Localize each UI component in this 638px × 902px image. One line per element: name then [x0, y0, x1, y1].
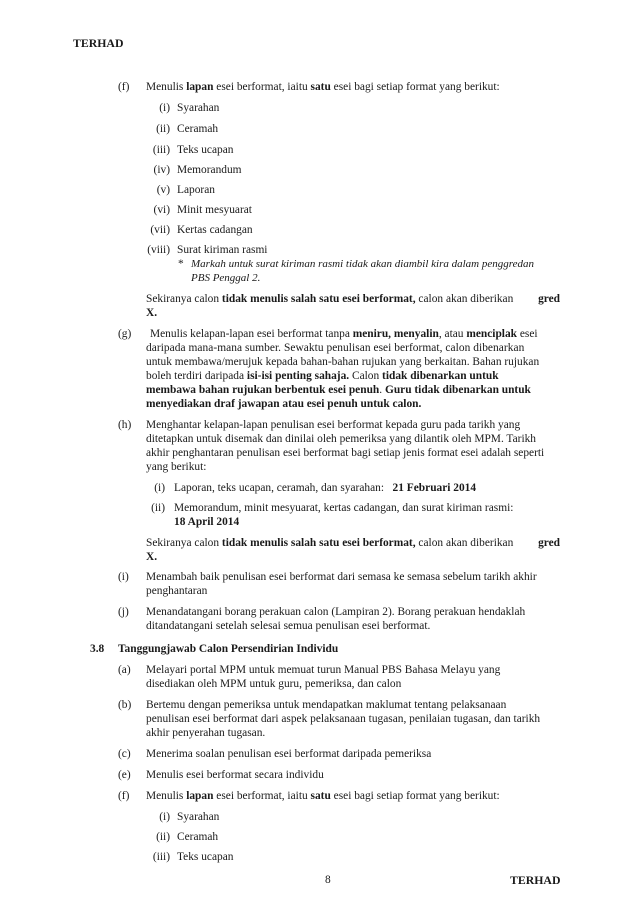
note-line-1: Markah untuk surat kiriman rasmi tidak akan diambil kira dalam penggredan: [191, 258, 535, 270]
list-num: (i): [159, 102, 170, 114]
s38-f-text: Menulis lapan esei berformat, iaitu satu esei bagi setiap format yang berikut:: [146, 790, 500, 802]
s38-b-line-1: Bertemu dengan pemeriksa untuk mendapatkan maklumat tentang pelaksanaan: [146, 699, 507, 711]
i-line-1: Menambah baik penulisan esei berformat dari semasa ke semasa sebelum tarikh akhir: [146, 571, 537, 583]
warning-h-grade: X.: [146, 551, 158, 563]
h-line-1: Menghantar kelapan-lapan penulisan esei berformat kepada guru pada tarikh yang: [146, 419, 521, 431]
g-line-3: untuk membawa/merujuk kepada bahan-bahan rujukan yang berkaitan. Bahan rujukan: [146, 356, 540, 368]
g-line-1: Menulis kelapan-lapan esei berformat tanpa meniru, menyalin, atau menciplak esei: [150, 328, 538, 340]
s38-label-b: (b): [118, 699, 132, 711]
s38-a-line-2: disediakan oleh MPM untuk guru, pemeriksa, dan calon: [146, 678, 402, 690]
s38-b-line-2: penulisan esei berformat dari aspek pelaksanaan tugasan, penilaian tugasan, dan tarikh: [146, 713, 541, 725]
g-line-6: menyediakan draf jawapan atau esei penuh untuk calon.: [146, 398, 422, 410]
item-label-j: (j): [118, 606, 129, 618]
g-line-4: boleh terdiri daripada isi-isi penting sahaja. Calon tidak dibenarkan untuk: [146, 370, 499, 382]
i-line-2: penghantaran: [146, 585, 208, 597]
h-line-2: ditetapkan untuk disemak dan dinilai oleh pemeriksa yang dilantik oleh MPM. Tarikh: [146, 433, 536, 445]
s38-label-f: (f): [118, 790, 130, 802]
warning-f-grade: X.: [146, 307, 158, 319]
h-sub-num-2: (ii): [151, 502, 165, 514]
list-num: (ii): [156, 123, 170, 135]
list-num: (viii): [147, 244, 170, 256]
list-item: Syarahan: [177, 102, 220, 114]
list-item: Laporan: [177, 184, 215, 196]
list-num: (vii): [150, 224, 170, 236]
s38-c-line-1: Menerima soalan penulisan esei berformat daripada pemeriksa: [146, 748, 432, 760]
s38-e-line-1: Menulis esei berformat secara individu: [146, 769, 324, 781]
list-item: Teks ucapan: [177, 851, 234, 863]
s38-label-e: (e): [118, 769, 131, 781]
item-label-i: (i): [118, 571, 129, 583]
page-number: 8: [325, 874, 331, 886]
list-item: Minit mesyuarat: [177, 204, 252, 216]
g-line-5: membawa bahan rujukan berbentuk esei penuh. Guru tidak dibenarkan untuk: [146, 384, 531, 396]
s38-a-line-1: Melayari portal MPM untuk memuat turun Manual PBS Bahasa Melayu yang: [146, 664, 501, 676]
list-num: (iii): [152, 144, 170, 156]
note-line-2: PBS Penggal 2.: [191, 272, 261, 284]
note-star: *: [178, 258, 184, 270]
s38-label-c: (c): [118, 748, 131, 760]
section-title: Tanggungjawab Calon Persendirian Individu: [118, 643, 339, 655]
section-number: 3.8: [90, 643, 105, 655]
j-line-2: ditandatangani setelah selesai semua penulisan esei berformat.: [146, 620, 431, 632]
list-num: (i): [159, 811, 170, 823]
h-sub-text-2: Memorandum, minit mesyuarat, kertas cadangan, dan surat kiriman rasmi:: [174, 502, 514, 514]
item-label-f: (f): [118, 81, 130, 93]
j-line-1: Menandatangani borang perakuan calon (Lampiran 2). Borang perakuan hendaklah: [146, 606, 526, 618]
list-item: Teks ucapan: [177, 144, 234, 156]
h-line-3: akhir penghantaran penulisan esei berformat bagi setiap jenis format esei adalah seperti: [146, 447, 545, 459]
list-item: Ceramah: [177, 831, 219, 843]
list-item: Ceramah: [177, 123, 219, 135]
list-item: Syarahan: [177, 811, 220, 823]
list-num: (iv): [153, 164, 170, 176]
item-label-g: (g): [118, 328, 132, 340]
list-num: (v): [156, 184, 170, 196]
item-label-h: (h): [118, 419, 132, 431]
h-sub-text-1: Laporan, teks ucapan, ceramah, dan syarahan: 21 Februari 2014: [174, 482, 477, 494]
h-line-4: yang berikut:: [146, 461, 207, 473]
list-item: Surat kiriman rasmi: [177, 244, 268, 256]
list-num: (vi): [153, 204, 170, 216]
g-line-2: daripada mana-mana sumber. Sewaktu penulisan esei berformat, calon dibenarkan: [146, 342, 525, 354]
item-f-text: Menulis lapan esei berformat, iaitu satu esei bagi setiap format yang berikut:: [146, 81, 500, 93]
s38-b-line-3: akhir penyerahan tugasan.: [146, 727, 266, 739]
h-sub-date-2: 18 April 2014: [174, 516, 240, 528]
list-item: Memorandum: [177, 164, 242, 176]
h-sub-num-1: (i): [154, 482, 165, 494]
document-footer: TERHAD: [510, 873, 561, 887]
list-num: (iii): [152, 851, 170, 863]
s38-label-a: (a): [118, 664, 131, 676]
warning-f: Sekiranya calon tidak menulis salah satu esei berformat, calon akan diberikan gred: [146, 293, 560, 305]
document-header: TERHAD: [73, 36, 124, 50]
list-num: (ii): [156, 831, 170, 843]
list-item: Kertas cadangan: [177, 224, 253, 236]
warning-h: Sekiranya calon tidak menulis salah satu esei berformat, calon akan diberikan gred: [146, 537, 560, 549]
